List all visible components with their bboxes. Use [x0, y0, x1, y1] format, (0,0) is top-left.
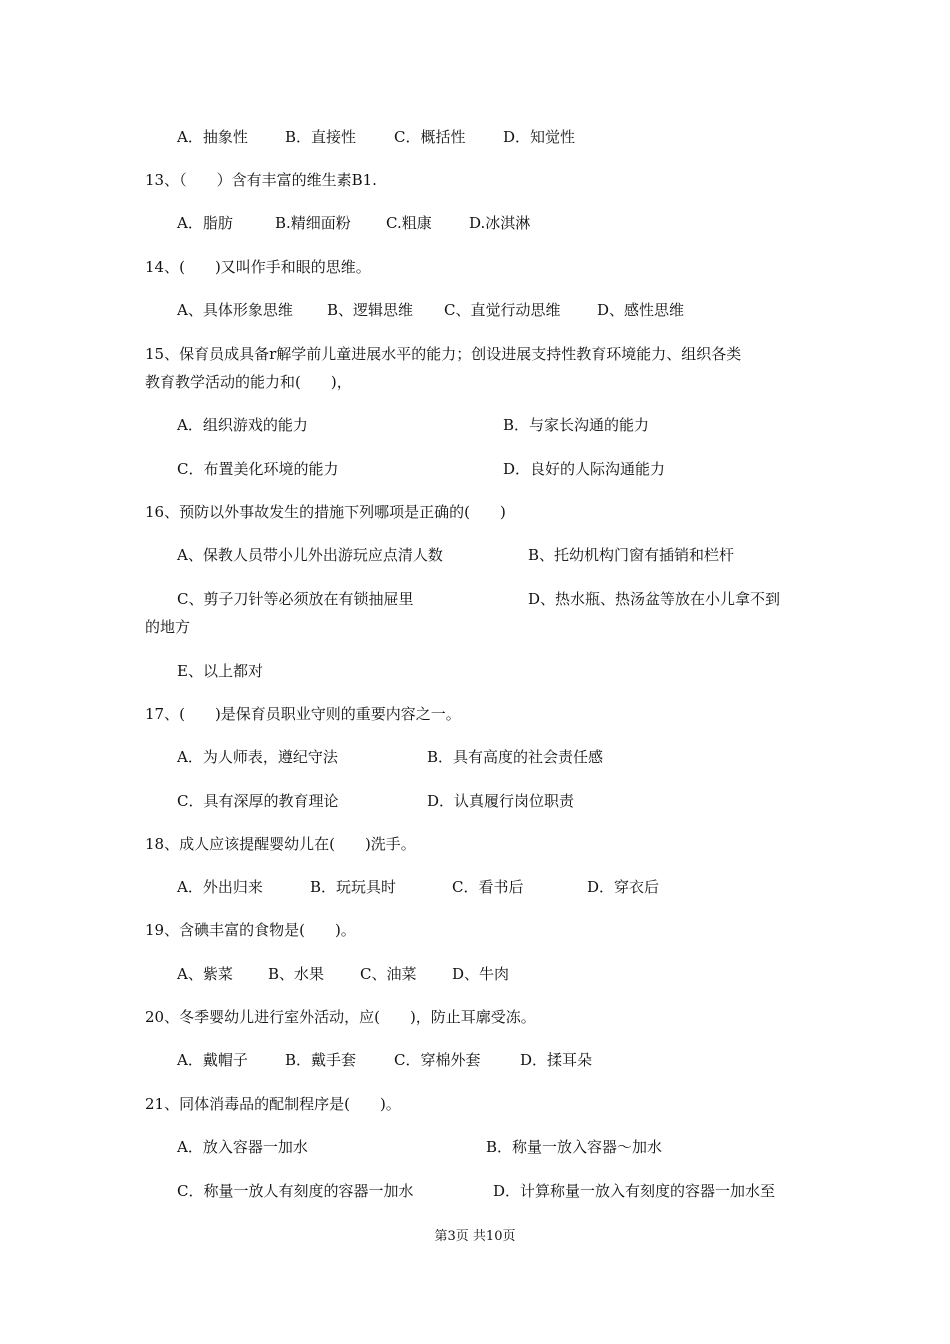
option-12-a: A．抽象性 — [177, 128, 248, 146]
page-footer: 第3页 共10页 — [434, 1229, 516, 1244]
option-19-a: A、紫菜 — [177, 965, 233, 983]
option-21-a: A．放入容器一加水 — [177, 1138, 308, 1156]
option-14-a: A、具体形象思维 — [177, 301, 293, 319]
option-16-b: B、托幼机构门窗有插销和栏杆 — [528, 546, 735, 564]
option-19-b: B、水果 — [268, 965, 325, 983]
option-21-c: C．称量一放人有刻度的容器一加水 — [177, 1182, 414, 1200]
option-18-a: A．外出归来 — [177, 878, 263, 896]
option-20-d: D．揉耳朵 — [520, 1051, 593, 1069]
question-19-stem: 19、含碘丰富的食物是( )。 — [145, 921, 356, 939]
option-16-e: E、以上都对 — [177, 662, 263, 680]
option-14-b: B、逻辑思维 — [327, 301, 414, 319]
option-13-d: D.冰淇淋 — [469, 214, 531, 232]
option-20-b: B．戴手套 — [285, 1051, 357, 1069]
option-21-b: B．称量一放入容器～加水 — [486, 1138, 663, 1156]
option-12-d: D．知觉性 — [503, 128, 576, 146]
option-19-c: C、油菜 — [360, 965, 417, 983]
option-13-a: A．脂肪 — [177, 214, 233, 232]
option-17-c: C．具有深厚的教育理论 — [177, 792, 339, 810]
option-18-b: B．玩玩具时 — [310, 878, 397, 896]
question-20-stem: 20、冬季婴幼儿进行室外活动，应( )，防止耳廓受冻。 — [145, 1008, 536, 1026]
option-16-c: C、剪子刀针等必须放在有锁抽屉里 — [177, 590, 414, 608]
option-17-d: D．认真履行岗位职责 — [427, 792, 575, 810]
option-19-d: D、牛肉 — [452, 965, 510, 983]
option-13-c: C.粗康 — [386, 214, 432, 232]
question-15-stem-line2: 教育教学活动的能力和( )， — [145, 373, 352, 391]
option-15-c: C．布置美化环境的能力 — [177, 460, 339, 478]
option-17-a: A．为人师表，遵纪守法 — [177, 748, 338, 766]
option-18-c: C．看书后 — [452, 878, 524, 896]
question-14-stem: 14、( )又叫作手和眼的思维。 — [145, 258, 371, 276]
question-13-stem: 13、（ ）含有丰富的维生素B1. — [145, 171, 377, 189]
question-18-stem: 18、成人应该提醒婴幼儿在( )洗手。 — [145, 835, 416, 853]
option-17-b: B．具有高度的社会责任感 — [427, 748, 604, 766]
question-21-stem: 21、同体消毒品的配制程序是( )。 — [145, 1095, 401, 1113]
question-17-stem: 17、( )是保育员职业守则的重要内容之一。 — [145, 705, 461, 723]
option-12-c: C．概括性 — [394, 128, 466, 146]
option-14-d: D、感性思维 — [597, 301, 685, 319]
option-20-c: C．穿棉外套 — [394, 1051, 481, 1069]
option-15-a: A．组织游戏的能力 — [177, 416, 308, 434]
option-20-a: A．戴帽子 — [177, 1051, 248, 1069]
option-21-d: D．计算称量一放入有刻度的容器一加水至 — [493, 1182, 776, 1200]
option-13-b: B.精细面粉 — [275, 214, 351, 232]
option-15-d: D．良好的人际沟通能力 — [503, 460, 666, 478]
option-15-b: B．与家长沟通的能力 — [503, 416, 650, 434]
question-16-stem: 16、预防以外事故发生的措施下列哪项是正确的( ) — [145, 503, 506, 521]
option-12-b: B．直接性 — [285, 128, 357, 146]
option-16-d-continued: 的地方 — [145, 618, 191, 636]
question-15-stem-line1: 15、保育员成具备r解学前儿童进展水平的能力；创设进展支持性教育环境能力、组织各类 — [145, 345, 742, 363]
option-16-d: D、热水瓶、热汤盆等放在小儿拿不到 — [528, 590, 781, 608]
option-16-a: A、保教人员带小儿外出游玩应点清人数 — [177, 546, 443, 564]
option-18-d: D．穿衣后 — [587, 878, 660, 896]
option-14-c: C、直觉行动思维 — [444, 301, 561, 319]
